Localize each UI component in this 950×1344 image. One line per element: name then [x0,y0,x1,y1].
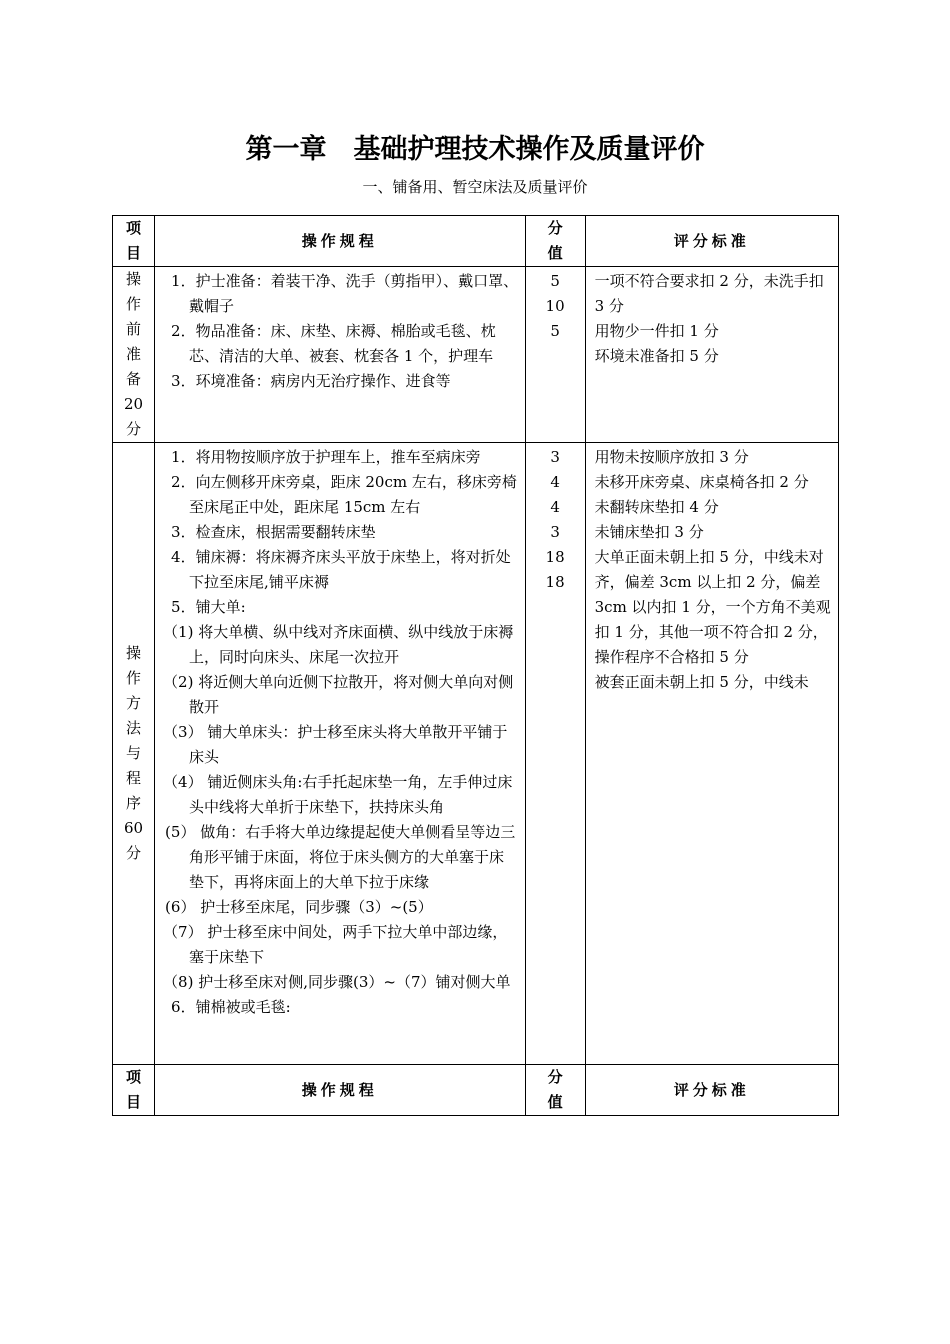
header-procedure: 操作规程 [155,1065,526,1116]
procedure-step: 1．将用物按顺序放于护理车上，推车至病床旁 [171,448,481,466]
row-criteria [585,267,838,443]
procedure-substep: （3） 铺大单床头：护士移至床头将大单散开平铺于床头 [163,723,508,766]
procedure-step: 5．铺大单: [171,598,246,616]
criteria-item: 用物少一件扣 1 分 [594,322,719,340]
criteria-item: 未铺床垫扣 3 分 [594,523,704,541]
procedure-step: 6．铺棉被或毛毯: [171,998,291,1016]
criteria-item: 用物未按顺序放扣 3 分 [594,448,749,466]
header-criteria: 评分标准 [585,216,838,267]
header-score: 分 值 [525,1065,585,1116]
header-criteria: 评分标准 [585,1065,838,1116]
score-value: 5 [550,272,560,290]
row-criteria [585,443,838,1065]
evaluation-table [112,215,839,1116]
criteria-item: 未翻转床垫扣 4 分 [594,498,719,516]
procedure-substep: (5） 做角：右手将大单边缘提起使大单侧看呈等边三角形平铺于床面，将位于床头侧方的大单塞于床垫下，再将床面上的大单下拉于床缘 [165,823,516,891]
row-scores [525,267,585,443]
score-value: 10 [545,297,565,315]
procedure-substep: (6） 护士移至床尾，同步骤（3）~(5） [165,898,433,916]
row-item-label: 操 作 方 法 与 程 序 60 分 [113,443,155,1065]
row-procedures [155,443,526,1065]
chapter-title: 第一章 基础护理技术操作及质量评价 [245,134,705,165]
criteria-item: 大单正面未朝上扣 5 分，中线未对齐，偏差 3cm 以上扣 2 分，偏差 3cm 以内扣 1 分，一个方角不美观扣 1 分，其他一项不符合扣 2 分，操作程序不合格扣 5 分 [594,548,831,666]
procedure-step: 2．向左侧移开床旁桌，距床 20cm 左右，移床旁椅至床尾正中处，距床尾 15cm 左右 [171,473,517,516]
procedure-substep: （7） 护士移至床中间处，两手下拉大单中部边缘，塞于床垫下 [163,923,508,966]
score-value: 4 [550,498,560,516]
score-value: 4 [550,473,560,491]
procedure-step: 4．铺床褥：将床褥齐床头平放于床垫上，将对折处下拉至床尾,铺平床褥 [171,548,511,591]
score-value: 18 [545,573,565,591]
score-value: 3 [550,448,560,466]
procedure-substep: （1) 将大单横、纵中线对齐床面横、纵中线放于床褥上，同时向床头、床尾一次拉开 [163,623,514,666]
criteria-item: 未移开床旁桌、床桌椅各扣 2 分 [594,473,809,491]
table-header-row-repeat [113,1065,839,1116]
procedure-substep: （8) 护士移至床对侧,同步骤(3）~（7）铺对侧大单 [163,973,511,991]
procedure-step: 3．环境准备：病房内无治疗操作、进食等 [171,372,451,390]
table-row-procedure [113,443,839,1065]
criteria-item: 环境未准备扣 5 分 [594,347,719,365]
score-value: 5 [550,322,560,340]
procedure-step: 2．物品准备：床、床垫、床褥、棉胎或毛毯、枕芯、清洁的大单、被套、枕套各 1 个，护理车 [171,322,496,365]
header-item: 项 目 [113,1065,155,1116]
table-row-preparation [113,267,839,443]
score-value: 18 [545,548,565,566]
header-procedure: 操作规程 [155,216,526,267]
criteria-item: 被套正面未朝上扣 5 分，中线未 [594,673,809,691]
score-value: 3 [550,523,560,541]
table-header-row [113,216,839,267]
procedure-step: 1．护士准备：着装干净、洗手（剪指甲）、戴口罩、戴帽子 [171,272,519,315]
section-subtitle: 一、铺备用、暂空床法及质量评价 [362,178,588,196]
row-item-label: 操 作 前 准 备 20 分 [113,267,155,443]
row-scores [525,443,585,1065]
procedure-step: 3．检查床，根据需要翻转床垫 [171,523,376,541]
row-procedures [155,267,526,443]
header-item: 项 目 [113,216,155,267]
criteria-item: 一项不符合要求扣 2 分，未洗手扣 3 分 [594,272,824,315]
header-score: 分 值 [525,216,585,267]
procedure-substep: （4） 铺近侧床头角:右手托起床垫一角，左手伸过床头中线将大单折于床垫下，扶持床头角 [163,773,513,816]
procedure-substep: （2) 将近侧大单向近侧下拉散开，将对侧大单向对侧散开 [163,673,514,716]
